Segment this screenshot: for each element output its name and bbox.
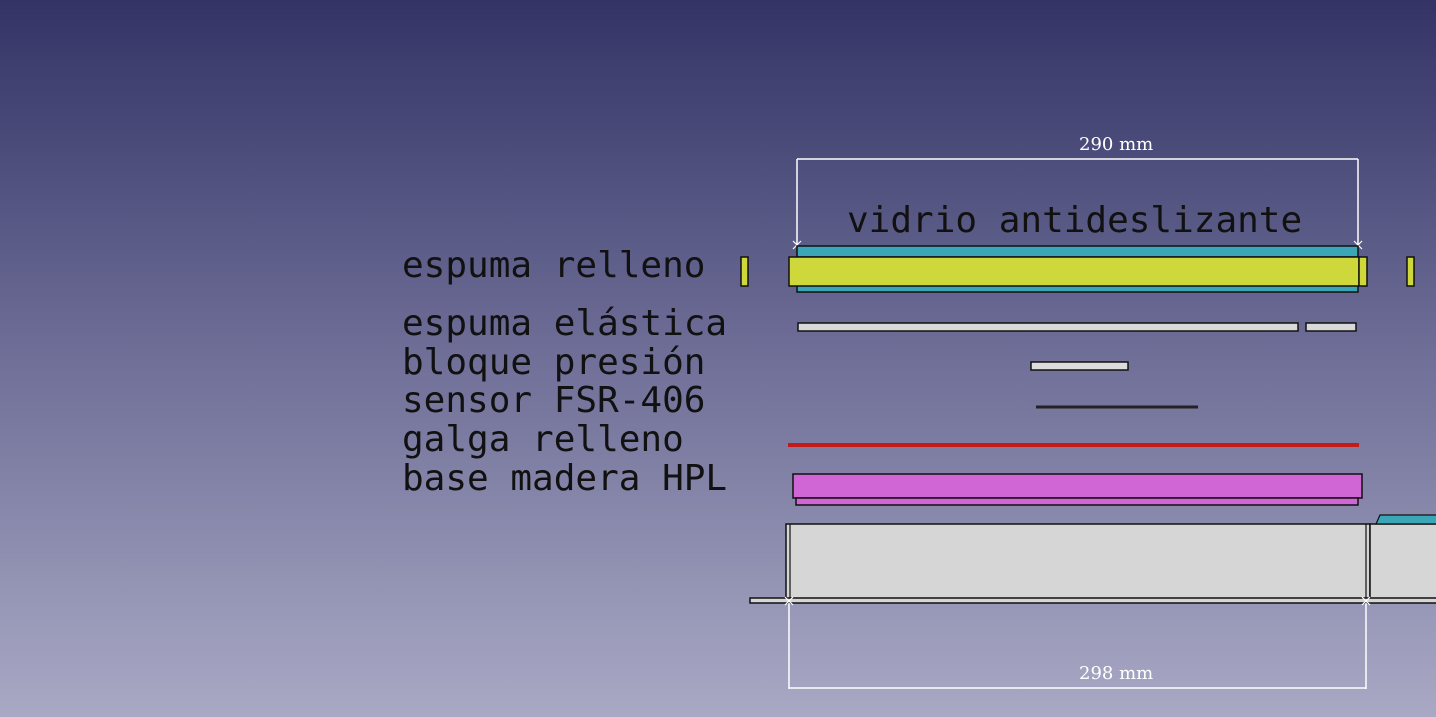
label-hpl-base: base madera HPL [402,458,728,499]
foam-fill-side-left[interactable] [741,257,748,286]
elastic-foam-strip-end[interactable] [1306,323,1356,331]
hpl-base-bottom[interactable] [796,498,1358,505]
pressure-block[interactable] [1031,362,1128,370]
label-foam-fill: espuma relleno [402,245,706,286]
label-gauge-fill: galga relleno [402,419,684,460]
hpl-base-top[interactable] [793,474,1362,498]
foam-fill-side-far-right[interactable] [1407,257,1414,286]
glass-edge-far-right [1376,515,1436,524]
dimension-bottom-label: 298 mm [1079,663,1154,684]
label-sensor: sensor FSR-406 [402,380,706,421]
housing-box-right[interactable] [1370,524,1436,599]
housing-box[interactable] [786,524,1370,599]
dimension-top-label: 290 mm [1079,134,1154,155]
elastic-foam-strip[interactable] [798,323,1298,331]
label-elastic-foam: espuma elástica [402,303,728,344]
label-pressure-block: bloque presión [402,342,706,383]
label-glass: vidrio antideslizante [847,200,1303,241]
foam-fill-main[interactable] [789,257,1359,286]
dimension-bottom [785,597,1370,689]
housing-floor-plate[interactable] [750,598,1436,603]
foam-fill-side-right[interactable] [1359,257,1367,286]
glass-top-layer[interactable] [797,246,1358,257]
